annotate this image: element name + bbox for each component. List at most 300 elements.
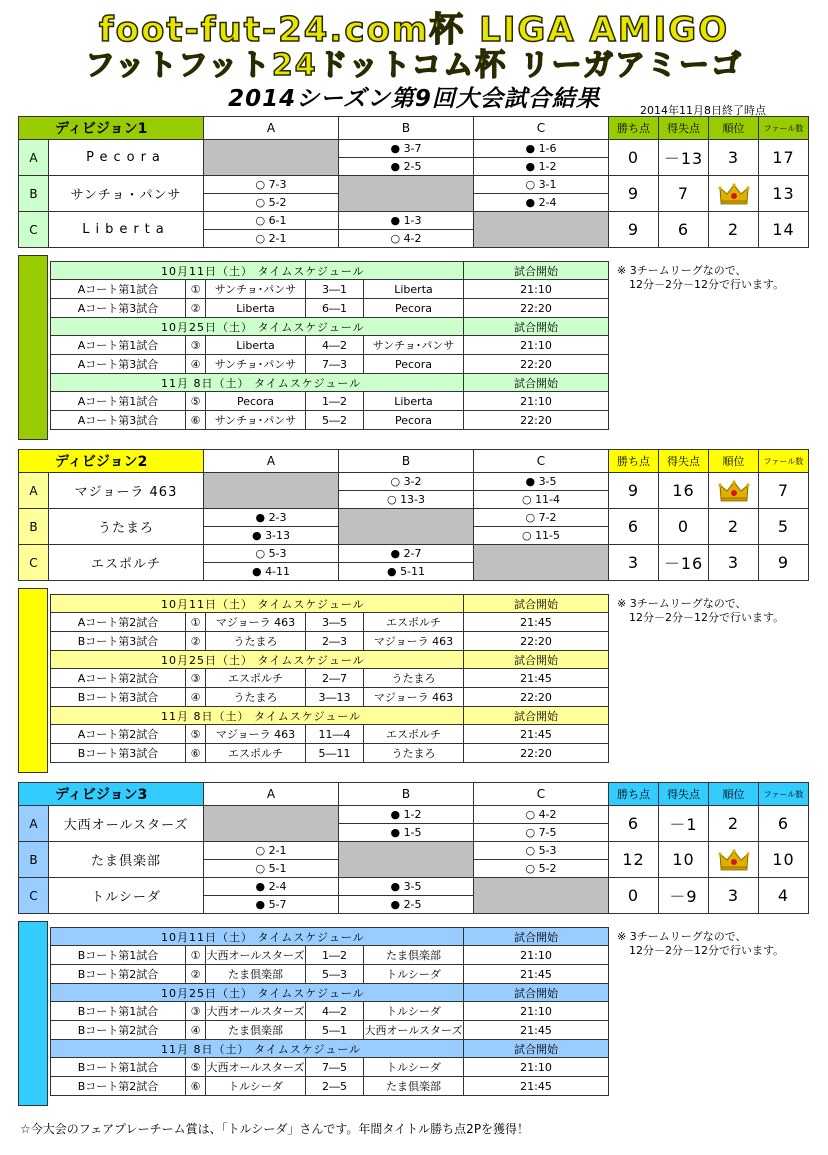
- match-court: Aコート第3試合: [51, 299, 186, 318]
- match-result: ○ 11-5: [474, 527, 609, 545]
- col-points-header: 勝ち点: [609, 450, 659, 473]
- schedule-strip: [18, 921, 48, 1106]
- self-match-cell: [204, 473, 339, 509]
- team-letter: C: [19, 545, 49, 581]
- match-t2: エスポルチ: [364, 613, 464, 632]
- schedule-row: [51, 688, 609, 707]
- team-row: [19, 140, 809, 158]
- match-t1: エスポルチ: [206, 744, 306, 763]
- crown-icon: [718, 182, 750, 206]
- match-result: ● 5-7: [204, 896, 339, 914]
- rank-value: 3: [709, 545, 759, 581]
- col-goal-diff-header: 得失点: [659, 783, 709, 806]
- col-goal-diff-header: 得失点: [659, 117, 709, 140]
- match-result: ○ 5-1: [204, 860, 339, 878]
- points-value: 0: [609, 140, 659, 176]
- note-line-1: ※ 3チームリーグなので、: [617, 264, 747, 277]
- rank-value: 2: [709, 212, 759, 248]
- match-score: 5―1: [306, 1021, 364, 1040]
- match-no: ⑤: [186, 1058, 206, 1077]
- self-match-cell: [204, 806, 339, 842]
- match-no: ②: [186, 299, 206, 318]
- points-value: 9: [609, 473, 659, 509]
- match-court: Bコート第3試合: [51, 632, 186, 651]
- match-t1: トルシーダ: [206, 1077, 306, 1096]
- division-2: [18, 449, 808, 774]
- match-no: ③: [186, 336, 206, 355]
- note-line-1: ※ 3チームリーグなので、: [617, 597, 747, 610]
- goal-diff-value: 10: [659, 842, 709, 878]
- standings-header: [19, 117, 809, 140]
- rank-value: 3: [709, 878, 759, 914]
- match-t2: トルシーダ: [364, 1058, 464, 1077]
- match-result: ● 2-3: [204, 509, 339, 527]
- col-fouls-header: ファール数: [759, 783, 809, 806]
- col-b-header: B: [339, 783, 474, 806]
- schedule-date-row: [51, 651, 609, 669]
- match-result: ● 1-6: [474, 140, 609, 158]
- team-row: [19, 878, 809, 896]
- match-time: 22:20: [464, 355, 609, 374]
- schedule-date-row: [51, 707, 609, 725]
- match-t2: 大西オールスターズ: [364, 1021, 464, 1040]
- team-letter: C: [19, 878, 49, 914]
- schedule-date-row: [51, 595, 609, 613]
- goal-diff-value: －16: [659, 545, 709, 581]
- match-score: 3―1: [306, 280, 364, 299]
- self-match-cell: [339, 176, 474, 212]
- match-court: Aコート第2試合: [51, 725, 186, 744]
- match-t1: サンチョ･パンサ: [206, 355, 306, 374]
- match-t2: たま倶楽部: [364, 946, 464, 965]
- division-name: ディビジョン1: [19, 117, 204, 140]
- title-line-1: foot-fut-24.com杯 LIGA AMIGO: [98, 10, 730, 50]
- fouls-value: 5: [759, 509, 809, 545]
- schedule-row: [51, 411, 609, 430]
- start-label: 試合開始: [464, 374, 609, 392]
- standings-table: [18, 782, 809, 914]
- match-result: ● 2-5: [339, 158, 474, 176]
- schedule-date: 10月25日（土） タイムスケジュール: [51, 651, 464, 669]
- match-time: 21:10: [464, 1058, 609, 1077]
- match-score: 4―2: [306, 1002, 364, 1021]
- match-t1: マジョーラ 463: [206, 725, 306, 744]
- schedule-row: [51, 632, 609, 651]
- team-letter: A: [19, 140, 49, 176]
- match-score: 1―2: [306, 946, 364, 965]
- match-t2: たま倶楽部: [364, 1077, 464, 1096]
- match-score: 2―3: [306, 632, 364, 651]
- division-3: [18, 782, 808, 1107]
- schedule-row: [51, 1002, 609, 1021]
- match-no: ④: [186, 355, 206, 374]
- schedule-row: [51, 299, 609, 318]
- match-t1: うたまろ: [206, 688, 306, 707]
- team-name: 大西オールスターズ: [49, 806, 204, 842]
- team-row: [19, 176, 809, 194]
- schedule-date: 10月11日（土） タイムスケジュール: [51, 595, 464, 613]
- start-label: 試合開始: [464, 1040, 609, 1058]
- goal-diff-value: －13: [659, 140, 709, 176]
- match-result: ○ 7-2: [474, 509, 609, 527]
- team-name: Pecora: [49, 140, 204, 176]
- match-time: 21:45: [464, 965, 609, 984]
- match-time: 22:20: [464, 688, 609, 707]
- match-t1: Liberta: [206, 299, 306, 318]
- match-no: ⑥: [186, 1077, 206, 1096]
- schedule-row: [51, 280, 609, 299]
- team-letter: B: [19, 842, 49, 878]
- match-t1: Pecora: [206, 392, 306, 411]
- goal-diff-value: －1: [659, 806, 709, 842]
- page-title: 2014シーズン第9回大会試合結果: [228, 86, 600, 112]
- match-t1: たま倶楽部: [206, 965, 306, 984]
- match-no: ④: [186, 1021, 206, 1040]
- crown-icon: [718, 848, 750, 872]
- crown-icon: [718, 479, 750, 503]
- match-t1: サンチョ･パンサ: [206, 411, 306, 430]
- league-note: [617, 930, 784, 958]
- schedule-row: [51, 946, 609, 965]
- team-letter: A: [19, 806, 49, 842]
- match-result: ● 2-4: [474, 194, 609, 212]
- match-result: ○ 3-1: [474, 176, 609, 194]
- match-result: ● 4-11: [204, 563, 339, 581]
- match-time: 22:20: [464, 411, 609, 430]
- match-score: 5―2: [306, 411, 364, 430]
- schedule-strip: [18, 255, 48, 440]
- match-result: ● 3-7: [339, 140, 474, 158]
- team-letter: B: [19, 176, 49, 212]
- col-a-header: A: [204, 117, 339, 140]
- col-rank-header: 順位: [709, 783, 759, 806]
- match-result: ○ 7-3: [204, 176, 339, 194]
- match-t2: トルシーダ: [364, 965, 464, 984]
- standings-table: [18, 449, 809, 581]
- match-result: ● 3-5: [474, 473, 609, 491]
- goal-diff-value: 0: [659, 509, 709, 545]
- match-no: ③: [186, 1002, 206, 1021]
- division-1: [18, 116, 808, 441]
- match-score: 2―5: [306, 1077, 364, 1096]
- note-line-2: 12分－2分－12分で行います。: [629, 944, 785, 957]
- match-t1: Liberta: [206, 336, 306, 355]
- league-note: [617, 264, 784, 292]
- match-no: ①: [186, 613, 206, 632]
- division-name: ディビジョン3: [19, 783, 204, 806]
- schedule-date: 10月11日（土） タイムスケジュール: [51, 262, 464, 280]
- start-label: 試合開始: [464, 318, 609, 336]
- start-label: 試合開始: [464, 984, 609, 1002]
- match-t1: マジョーラ 463: [206, 613, 306, 632]
- match-score: 7―3: [306, 355, 364, 374]
- match-time: 21:45: [464, 613, 609, 632]
- col-rank-header: 順位: [709, 450, 759, 473]
- match-t1: たま倶楽部: [206, 1021, 306, 1040]
- match-result: ○ 2-1: [204, 230, 339, 248]
- match-t2: Pecora: [364, 411, 464, 430]
- schedule-date-row: [51, 928, 609, 946]
- match-result: ● 1-2: [339, 806, 474, 824]
- match-court: Bコート第3試合: [51, 744, 186, 763]
- schedule-date: 11月 8日（土） タイムスケジュール: [51, 374, 464, 392]
- match-t1: 大西オールスターズ: [206, 1058, 306, 1077]
- schedule-row: [51, 1058, 609, 1077]
- match-time: 22:20: [464, 299, 609, 318]
- match-result: ○ 6-1: [204, 212, 339, 230]
- col-c-header: C: [474, 117, 609, 140]
- match-t2: Pecora: [364, 355, 464, 374]
- match-result: ○ 5-3: [474, 842, 609, 860]
- match-result: ○ 5-2: [204, 194, 339, 212]
- team-name: Liberta: [49, 212, 204, 248]
- schedule-date-row: [51, 374, 609, 392]
- team-letter: A: [19, 473, 49, 509]
- schedule-row: [51, 725, 609, 744]
- self-match-cell: [339, 509, 474, 545]
- match-no: ③: [186, 669, 206, 688]
- match-t2: マジョーラ 463: [364, 632, 464, 651]
- match-court: Bコート第1試合: [51, 1002, 186, 1021]
- standings-header: [19, 450, 809, 473]
- start-label: 試合開始: [464, 928, 609, 946]
- schedule-date: 10月11日（土） タイムスケジュール: [51, 928, 464, 946]
- match-t2: うたまろ: [364, 669, 464, 688]
- match-court: Aコート第1試合: [51, 336, 186, 355]
- fouls-value: 9: [759, 545, 809, 581]
- fair-play-note: ☆今大会のフェアプレーチーム賞は、「トルシーダ」さんです。年間タイトル勝ち点2Pを獲得！: [20, 1122, 530, 1136]
- start-label: 試合開始: [464, 651, 609, 669]
- match-result: ○ 7-5: [474, 824, 609, 842]
- fouls-value: 7: [759, 473, 809, 509]
- match-result: ○ 2-1: [204, 842, 339, 860]
- note-line-2: 12分－2分－12分で行います。: [629, 611, 785, 624]
- match-court: Bコート第3試合: [51, 688, 186, 707]
- col-b-header: B: [339, 117, 474, 140]
- match-t2: サンチョ･パンサ: [364, 336, 464, 355]
- match-score: 6―1: [306, 299, 364, 318]
- self-match-cell: [474, 212, 609, 248]
- match-time: 21:10: [464, 1002, 609, 1021]
- team-row: [19, 473, 809, 491]
- league-note: [617, 597, 784, 625]
- match-time: 22:20: [464, 744, 609, 763]
- col-goal-diff-header: 得失点: [659, 450, 709, 473]
- match-t1: エスポルチ: [206, 669, 306, 688]
- fouls-value: 4: [759, 878, 809, 914]
- match-no: ⑤: [186, 392, 206, 411]
- schedule-row: [51, 613, 609, 632]
- match-score: 3―13: [306, 688, 364, 707]
- schedule-table: [50, 594, 609, 763]
- team-row: [19, 545, 809, 563]
- schedule-row: [51, 965, 609, 984]
- match-court: Bコート第2試合: [51, 1077, 186, 1096]
- goal-diff-value: 16: [659, 473, 709, 509]
- title-line-2: フットフット24ドットコム杯 リーガアミーゴ: [84, 48, 744, 83]
- team-row: [19, 806, 809, 824]
- match-t1: 大西オールスターズ: [206, 1002, 306, 1021]
- schedule-row: [51, 336, 609, 355]
- self-match-cell: [474, 878, 609, 914]
- rank-value: [709, 176, 759, 212]
- match-time: 21:10: [464, 336, 609, 355]
- match-result: ● 1-3: [339, 212, 474, 230]
- self-match-cell: [474, 545, 609, 581]
- schedule-row: [51, 1021, 609, 1040]
- schedule-table: [50, 927, 609, 1096]
- start-label: 試合開始: [464, 707, 609, 725]
- col-fouls-header: ファール数: [759, 117, 809, 140]
- self-match-cell: [204, 140, 339, 176]
- fouls-value: 6: [759, 806, 809, 842]
- col-rank-header: 順位: [709, 117, 759, 140]
- team-name: サンチョ・パンサ: [49, 176, 204, 212]
- standings-header: [19, 783, 809, 806]
- note-line-2: 12分－2分－12分で行います。: [629, 278, 785, 291]
- points-value: 9: [609, 176, 659, 212]
- match-result: ● 1-2: [474, 158, 609, 176]
- schedule-date-row: [51, 1040, 609, 1058]
- match-time: 21:10: [464, 392, 609, 411]
- team-name: トルシーダ: [49, 878, 204, 914]
- match-result: ○ 5-2: [474, 860, 609, 878]
- team-letter: C: [19, 212, 49, 248]
- self-match-cell: [339, 842, 474, 878]
- match-score: 7―5: [306, 1058, 364, 1077]
- points-value: 6: [609, 509, 659, 545]
- team-name: うたまろ: [49, 509, 204, 545]
- schedule-date-row: [51, 262, 609, 280]
- match-t1: 大西オールスターズ: [206, 946, 306, 965]
- match-t1: うたまろ: [206, 632, 306, 651]
- goal-diff-value: －9: [659, 878, 709, 914]
- match-court: Bコート第2試合: [51, 965, 186, 984]
- schedule-row: [51, 744, 609, 763]
- team-row: [19, 509, 809, 527]
- match-t2: トルシーダ: [364, 1002, 464, 1021]
- schedule-row: [51, 355, 609, 374]
- match-score: 11―4: [306, 725, 364, 744]
- schedule-date-row: [51, 984, 609, 1002]
- points-value: 6: [609, 806, 659, 842]
- match-no: ②: [186, 632, 206, 651]
- match-score: 5―11: [306, 744, 364, 763]
- match-t2: マジョーラ 463: [364, 688, 464, 707]
- match-no: ①: [186, 280, 206, 299]
- match-time: 21:45: [464, 1021, 609, 1040]
- match-result: ○ 5-3: [204, 545, 339, 563]
- col-c-header: C: [474, 783, 609, 806]
- schedule-date: 10月25日（土） タイムスケジュール: [51, 984, 464, 1002]
- as-of-date: 2014年11月8日終了時点: [640, 104, 766, 117]
- match-no: ②: [186, 965, 206, 984]
- match-result: ● 5-11: [339, 563, 474, 581]
- schedule-row: [51, 669, 609, 688]
- goal-diff-value: 6: [659, 212, 709, 248]
- points-value: 0: [609, 878, 659, 914]
- schedule-date: 11月 8日（土） タイムスケジュール: [51, 1040, 464, 1058]
- match-score: 3―5: [306, 613, 364, 632]
- match-result: ○ 4-2: [474, 806, 609, 824]
- note-line-1: ※ 3チームリーグなので、: [617, 930, 747, 943]
- match-score: 1―2: [306, 392, 364, 411]
- match-result: ○ 3-2: [339, 473, 474, 491]
- fouls-value: 10: [759, 842, 809, 878]
- rank-value: 2: [709, 509, 759, 545]
- col-a-header: A: [204, 450, 339, 473]
- match-time: 21:45: [464, 725, 609, 744]
- match-no: ①: [186, 946, 206, 965]
- schedule-date: 10月25日（土） タイムスケジュール: [51, 318, 464, 336]
- goal-diff-value: 7: [659, 176, 709, 212]
- match-t2: Liberta: [364, 392, 464, 411]
- match-t2: うたまろ: [364, 744, 464, 763]
- col-fouls-header: ファール数: [759, 450, 809, 473]
- rank-value: [709, 842, 759, 878]
- match-no: ⑥: [186, 744, 206, 763]
- match-score: 2―7: [306, 669, 364, 688]
- match-no: ④: [186, 688, 206, 707]
- match-result: ● 1-5: [339, 824, 474, 842]
- match-result: ● 2-5: [339, 896, 474, 914]
- match-time: 21:45: [464, 669, 609, 688]
- standings-table: [18, 116, 809, 248]
- col-b-header: B: [339, 450, 474, 473]
- fouls-value: 17: [759, 140, 809, 176]
- match-result: ● 2-7: [339, 545, 474, 563]
- match-result: ● 2-4: [204, 878, 339, 896]
- fouls-value: 13: [759, 176, 809, 212]
- match-court: Bコート第2試合: [51, 1021, 186, 1040]
- match-court: Aコート第2試合: [51, 613, 186, 632]
- points-value: 9: [609, 212, 659, 248]
- match-result: ● 3-5: [339, 878, 474, 896]
- schedule-row: [51, 392, 609, 411]
- match-time: 22:20: [464, 632, 609, 651]
- match-time: 21:45: [464, 1077, 609, 1096]
- match-t1: サンチョ･パンサ: [206, 280, 306, 299]
- match-result: ○ 4-2: [339, 230, 474, 248]
- points-value: 3: [609, 545, 659, 581]
- col-points-header: 勝ち点: [609, 117, 659, 140]
- rank-value: 2: [709, 806, 759, 842]
- match-court: Aコート第1試合: [51, 392, 186, 411]
- rank-value: 3: [709, 140, 759, 176]
- match-court: Bコート第1試合: [51, 1058, 186, 1077]
- division-name: ディビジョン2: [19, 450, 204, 473]
- match-t2: Pecora: [364, 299, 464, 318]
- match-court: Aコート第3試合: [51, 355, 186, 374]
- match-no: ⑥: [186, 411, 206, 430]
- match-court: Aコート第1試合: [51, 280, 186, 299]
- match-time: 21:10: [464, 946, 609, 965]
- col-a-header: A: [204, 783, 339, 806]
- schedule-row: [51, 1077, 609, 1096]
- match-t2: エスポルチ: [364, 725, 464, 744]
- points-value: 12: [609, 842, 659, 878]
- team-name: たま倶楽部: [49, 842, 204, 878]
- match-result: ● 3-13: [204, 527, 339, 545]
- team-letter: B: [19, 509, 49, 545]
- team-row: [19, 212, 809, 230]
- match-time: 21:10: [464, 280, 609, 299]
- match-score: 4―2: [306, 336, 364, 355]
- col-points-header: 勝ち点: [609, 783, 659, 806]
- col-c-header: C: [474, 450, 609, 473]
- match-score: 5―3: [306, 965, 364, 984]
- match-court: Aコート第2試合: [51, 669, 186, 688]
